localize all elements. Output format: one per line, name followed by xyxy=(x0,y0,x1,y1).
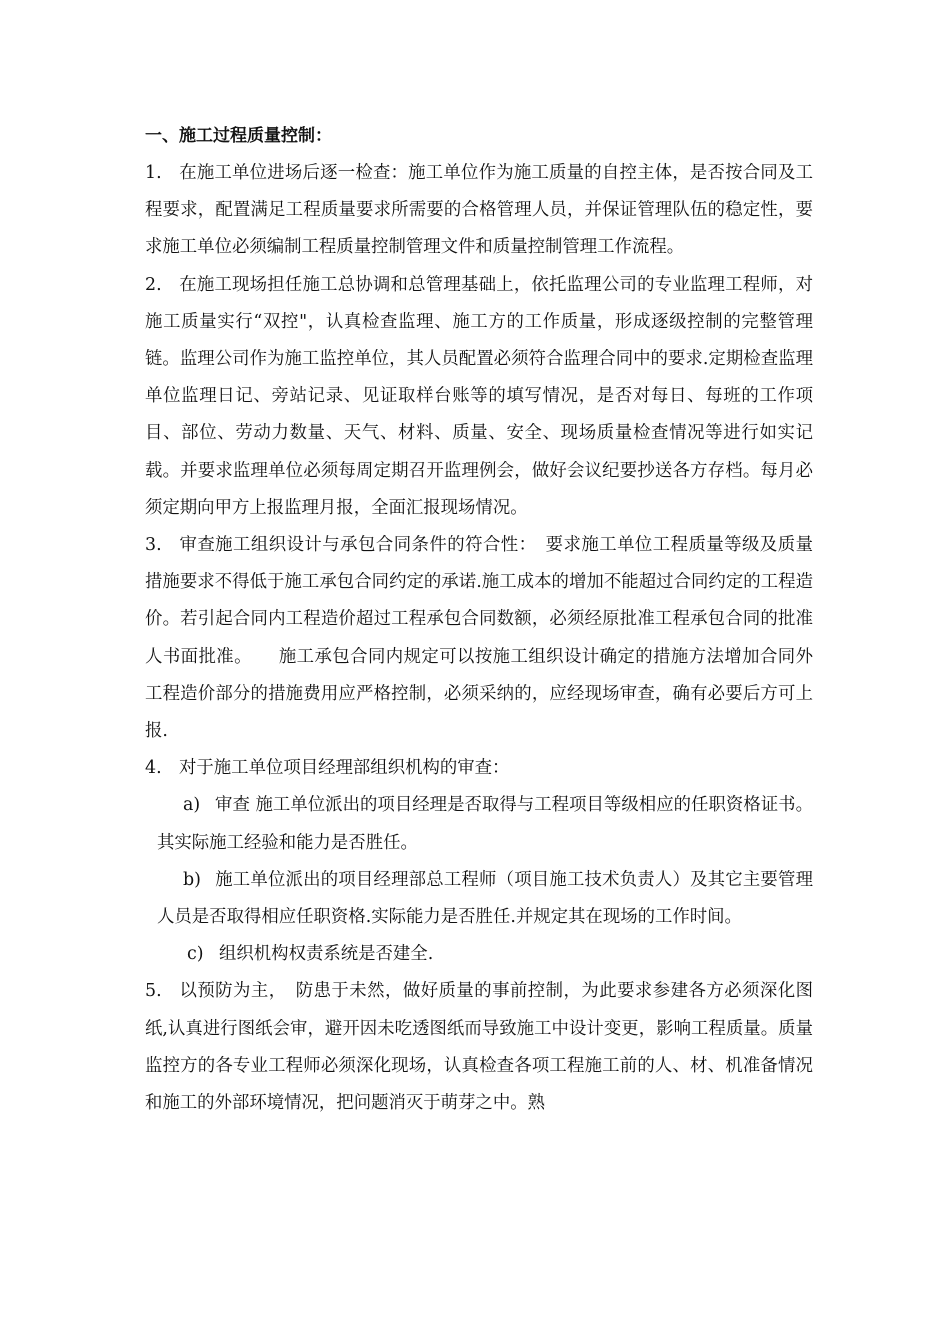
item-number: 3. xyxy=(145,535,162,556)
subitem-text: 施工单位派出的项目经理部总工程师（项目施工技术负责人）及其它主要管理人员是否取得相应任职资格.实际能力是否胜任.并规定其在现场的工作时间。 xyxy=(157,869,813,928)
section-heading: 一、施工过程质量控制： xyxy=(145,126,332,146)
item-1 xyxy=(145,155,813,267)
document-body xyxy=(145,118,813,1122)
item-2 xyxy=(145,267,813,527)
item-text: 在施工单位进场后逐一检查：施工单位作为施工质量的自控主体，是否按合同及工程要求，配置满足工程质量要求所需要的合格管理人员，并保证管理队伍的稳定性，要求施工单位必须编制工程质量控制管理文件和质量控制管理工作流程。 xyxy=(145,163,813,258)
item-number: 4. xyxy=(145,758,162,779)
subitem-b xyxy=(145,862,813,936)
item-text: 对于施工单位项目经理部组织机构的审查： xyxy=(179,758,510,779)
item-text: 审查施工组织设计与承包合同条件的符合性： 要求施工单位工程质量等级及质量措施要求不得低于施工承包合同约定的承诺.施工成本的增加不能超过合同约定的工程造价。若引起合同内工程造价超过工程承包合同数额，必须经原批准工程承包合同的批准人书面批准。 施工承包合同内规定可以按施工组织设计确定的措施方法增加合同外工程造价部分的措施费用应严格控制，必须采纳的，应经现场审查，确有必要后方可上报. xyxy=(145,535,813,742)
item-text: 以预防为主， 防患于未然，做好质量的事前控制，为此要求参建各方必须深化图纸,认真进行图纸会审，避开因未吃透图纸而导致施工中设计变更，影响工程质量。质量监控方的各专业工程师必须深化现场，认真检查各项工程施工前的人、材、机准备情况和施工的外部环境情况，把问题消灭于萌芽之中。熟 xyxy=(145,981,813,1114)
subitem-c xyxy=(145,936,813,973)
subitem-text: 审查 施工单位派出的项目经理是否取得与工程项目等级相应的任职资格证书。其实际施工经验和能力是否胜任。 xyxy=(157,795,813,853)
item-3 xyxy=(145,527,813,750)
item-number: 2. xyxy=(145,274,162,295)
item-text: 在施工现场担任施工总协调和总管理基础上，依托监理公司的专业监理工程师，对施工质量实行“双控"，认真检查监理、施工方的工作质量，形成逐级控制的完整管理链。监理公司作为施工监控单位，其人员配置必须符合监理合同中的要求.定期检查监理单位监理日记、旁站记录、见证取样台账等的填写情况，是否对每日、每班的工作项目、部位、劳动力数量、天气、材料、质量、安全、现场质量检查情况等进行如实记载。并要求监理单位必须每周定期召开监理例会，做好会议纪要抄送各方存档。每月必须定期向甲方上报监理月报，全面汇报现场情况。 xyxy=(145,274,813,518)
item-4 xyxy=(145,750,813,787)
subitem-letter: b) xyxy=(183,869,201,890)
subitem-a xyxy=(145,787,813,861)
item-5 xyxy=(145,973,813,1122)
subitem-letter: c) xyxy=(187,944,204,965)
subitem-letter: a) xyxy=(183,795,201,816)
subitem-text: 组织机构权责系统是否建全. xyxy=(219,944,434,965)
item-number: 1. xyxy=(145,163,162,183)
item-number: 5. xyxy=(145,981,162,1002)
